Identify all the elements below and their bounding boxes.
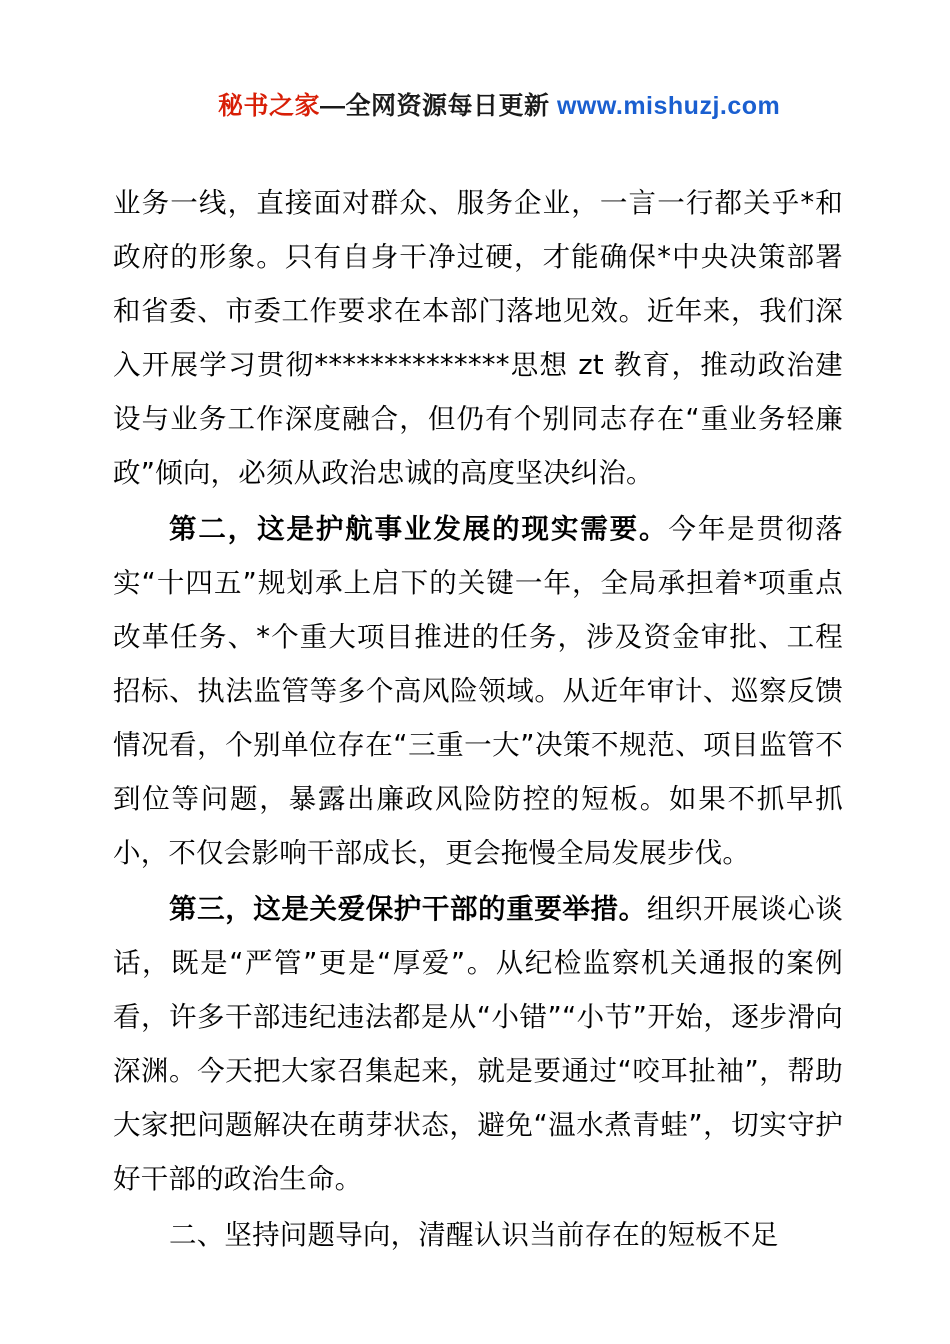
paragraph-1 — [113, 176, 843, 500]
site-watermark — [218, 86, 780, 122]
paragraph-4-text: 二、坚持问题导向，清醒认识当前存在的短板不足 — [169, 1219, 779, 1251]
paragraph-2 — [113, 502, 843, 880]
document-body — [113, 176, 843, 1264]
paragraph-3-lead: 第三，这是关爱保护干部的重要举措。 — [169, 893, 647, 925]
watermark-separator: —全网资源每日更新 — [320, 92, 557, 120]
watermark-brand: 秘书之家 — [218, 92, 321, 120]
watermark-url[interactable]: www.mishuzj.com — [556, 92, 781, 120]
paragraph-2-text: 今年是贯彻落实“十四五”规划承上启下的关键一年，全局承担着*项重点改革任务、*个重大项目推进的任务，涉及资金审批、工程招标、执法监管等多个高风险领域。从近年审计、巡察反馈情况看，个别单位存在“三重一大”决策不规范、项目监管不到位等问题，暴露出廉政风险防控的短板。如果不抓早抓小，不仅会影响干部成长，更会拖慢全局发展步伐。 — [113, 513, 843, 869]
paragraph-4 — [113, 1208, 843, 1262]
paragraph-2-lead: 第二，这是护航事业发展的现实需要。 — [169, 513, 669, 545]
paragraph-1-text: 业务一线，直接面对群众、服务企业，一言一行都关乎*和政府的形象。只有自身干净过硬，才能确保*中央决策部署和省委、市委工作要求在本部门落地见效。近年来，我们深入开展学习贯彻**************思想 zt 教育，推动政治建设与业务工作深度融合，但仍有个别同志存在“重业务轻廉政”倾向，必须从政治忠诚的高度坚决纠治。 — [113, 187, 843, 489]
paragraph-3-text: 组织开展谈心谈话，既是“严管”更是“厚爱”。从纪检监察机关通报的案例看，许多干部违纪违法都是从“小错”“小节”开始，逐步滑向深渊。今天把大家召集起来，就是要通过“咬耳扯袖”，帮助大家把问题解决在萌芽状态，避免“温水煮青蛙”，切实守护好干部的政治生命。 — [113, 893, 843, 1195]
paragraph-3 — [113, 882, 843, 1206]
